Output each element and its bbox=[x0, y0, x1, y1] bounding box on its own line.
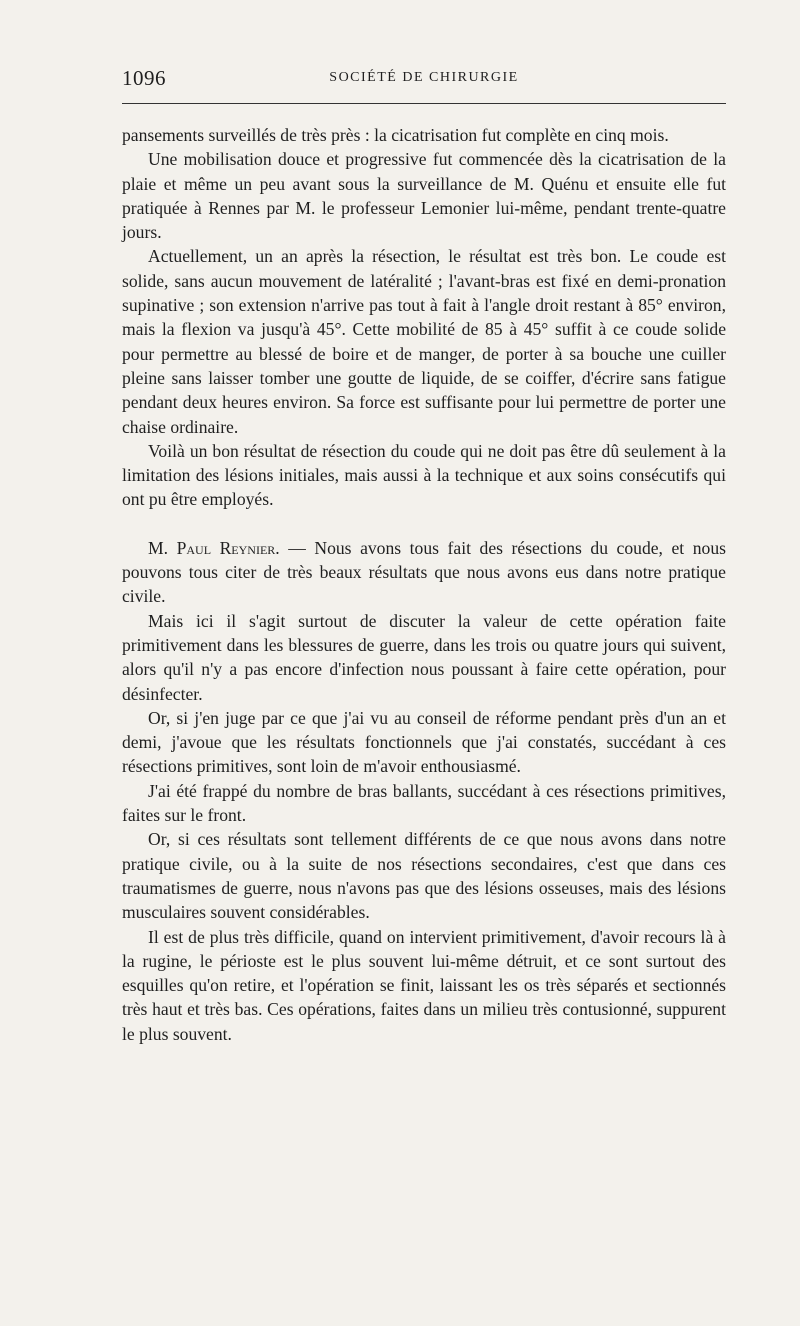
body-text bbox=[122, 123, 726, 1046]
section-gap bbox=[122, 512, 726, 536]
paragraph: Une mobilisation douce et progressive fut commencée dès la cicatrisation de la plaie et même un peu avant sous la surveillance de M. Quénu et ensuite elle fut pratiquée à Rennes par M. le professeur Lemonier lui-même, pendant trente-quatre jours. bbox=[122, 149, 726, 243]
page-header bbox=[122, 66, 726, 94]
paragraph: pansements surveillés de très près : la cicatrisation fut complète en cinq mois. bbox=[122, 125, 669, 145]
header-rule bbox=[122, 103, 726, 104]
speaker-name: M. Paul Reynier. bbox=[148, 537, 280, 558]
reynier-opening-paragraph bbox=[122, 536, 726, 609]
paragraph: Mais ici il s'agit surtout de discuter la valeur de cette opération faite primitivement dans les blessures de guerre, dans les trois ou quatre jours qui suivent, alors qu'il n'y a pas encore d'infection nous poussant à faire cette opération, pour désinfecter. bbox=[122, 610, 726, 704]
paragraph: Actuellement, un an après la résection, le résultat est très bon. Le coude est solide, sans aucun mouvement de latéralité ; l'avant-bras est fixé en demi-pronation supinative ; son extension n'arrive pas tout à fait à l'angle droit restant à 85° environ, mais la flexion va jusqu'à 45°. Cette mobilité de 85 à 45° suffit à ce coude solide pour permettre au blessé de boire et de manger, de porter à sa bouche une cuiller pleine sans laisser tomber une goutte de liquide, de se coiffer, d'écrire sans fatigue pendant deux heures environ. Sa force est suffisante pour lui permettre de porter une chaise ordinaire. bbox=[122, 246, 726, 437]
page-number: 1096 bbox=[122, 66, 166, 90]
running-head: SOCIÉTÉ DE CHIRURGIE bbox=[329, 70, 519, 85]
paragraph: Or, si ces résultats sont tellement différents de ce que nous avons dans notre pratique civile, ou à la suite de nos résections secondaires, c'est que dans ces traumatismes de guerre, nous n'avons pas que des lésions osseuses, mais des lésions musculaires souvent considérables. bbox=[122, 829, 726, 923]
paragraph: Il est de plus très difficile, quand on intervient primitivement, d'avoir recours là à la rugine, le périoste est le plus souvent lui-même détruit, et ce sont surtout des esquilles qu'on retire, et l'opération se finit, laissant les os très séparés et sectionnés très haut et très bas. Ces opérations, faites dans un milieu très contusionné, suppurent le plus souvent. bbox=[122, 926, 726, 1044]
paragraph: J'ai été frappé du nombre de bras ballants, succédant à ces résections primitives, faites sur le front. bbox=[122, 780, 726, 826]
paragraph: Voilà un bon résultat de résection du coude qui ne doit pas être dû seulement à la limitation des lésions initiales, mais aussi à la technique et aux soins consécutifs qui ont pu être employés. bbox=[122, 440, 726, 510]
paragraph: Or, si j'en juge par ce que j'ai vu au conseil de réforme pendant près d'un an et demi, j'avoue que les résultats fonctionnels que j'ai constatés, succédant à ces résections primitives, sont loin de m'avoir enthousiasmé. bbox=[122, 707, 726, 777]
reynier-opening-text: — Nous avons tous fait des résections du coude, et nous pouvons tous citer de très beaux résultats que nous avons eus dans notre pratique civile. bbox=[122, 537, 726, 607]
